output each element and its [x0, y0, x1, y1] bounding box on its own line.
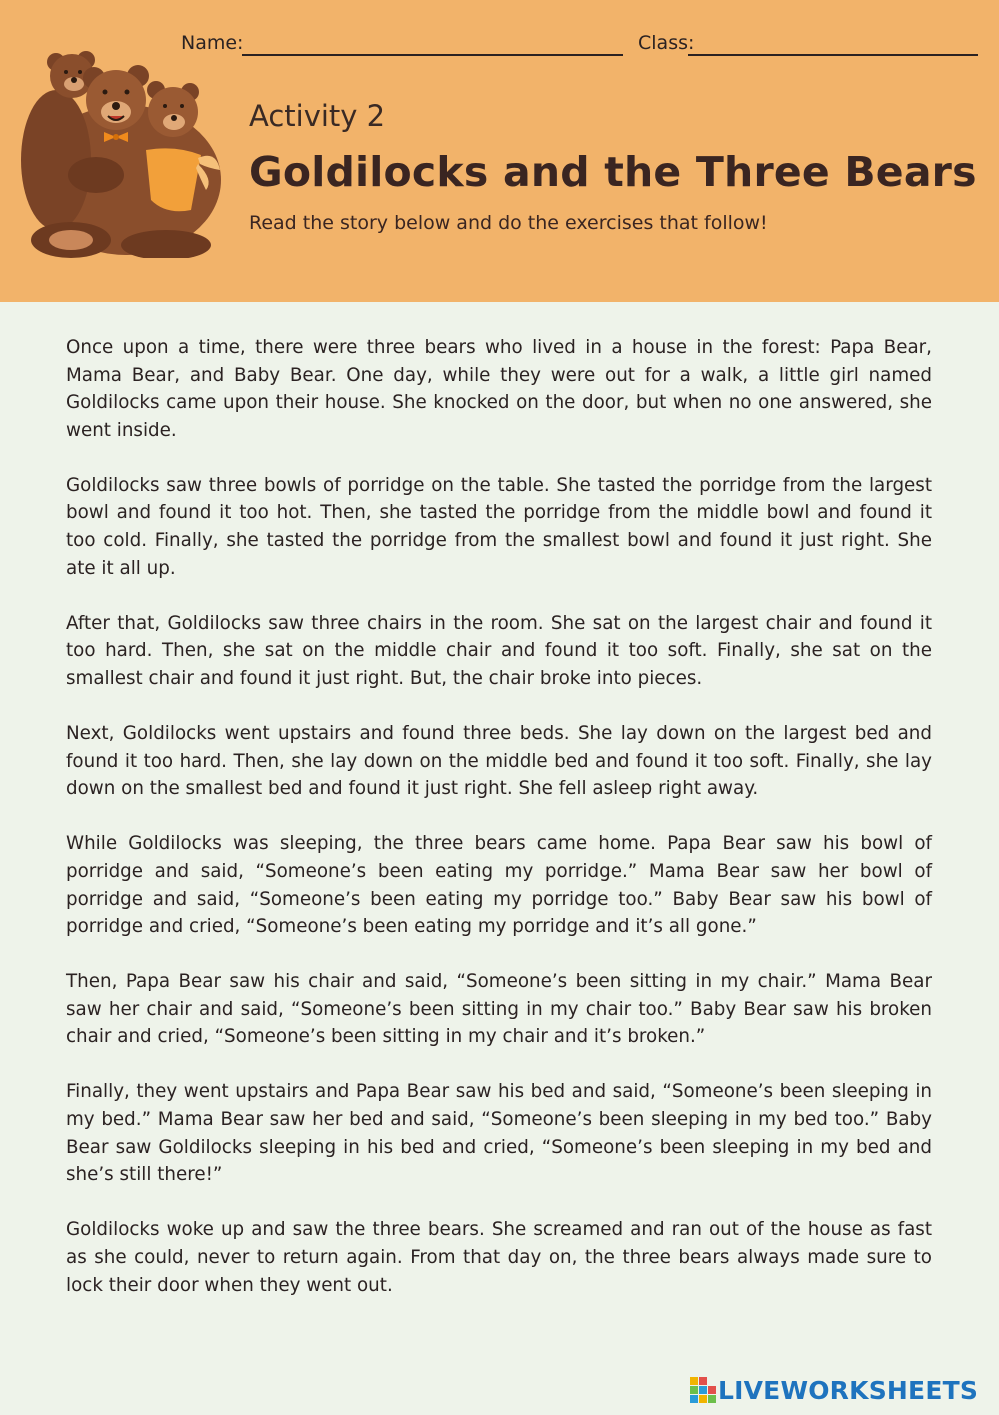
- story-paragraph: Goldilocks saw three bowls of porridge on the table. She tasted the porridge from the largest bowl and found it too hot. Then, she tasted the porridge from the middle bowl and found it too cold. Finally, she tasted the porridge from the smallest bowl and found it just right. She ate it all up.: [66, 474, 932, 579]
- brand-name: LIVEWORKSHEETS: [718, 1375, 979, 1405]
- header-banner: [0, 0, 999, 302]
- liveworksheets-logo-icon: [690, 1377, 716, 1403]
- story-paragraph: Finally, they went upstairs and Papa Bear saw his bed and said, “Someone’s been sleeping in my bed.” Mama Bear saw her bed and said, “Someone’s been sleeping in my bed too.” Baby Bear saw Goldilocks sleeping in his bed and cried, “Someone’s been sleeping in my bed and she’s still there!”: [66, 1081, 932, 1186]
- class-field[interactable]: [688, 54, 978, 56]
- page-title: Goldilocks and the Three Bears: [249, 148, 977, 196]
- liveworksheets-brand: [690, 1375, 978, 1405]
- activity-label: Activity 2: [249, 99, 386, 133]
- name-field[interactable]: [242, 54, 623, 56]
- three-bears-illustration: [16, 40, 248, 258]
- story-paragraph: After that, Goldilocks saw three chairs in the room. She sat on the largest chair and found it too hard. Then, she sat on the middle chair and found it too soft. Finally, she sat on the smallest chair and found it just right. But, the chair broke into pieces.: [66, 612, 932, 689]
- instructions-subtitle: Read the story below and do the exercises that follow!: [249, 212, 768, 234]
- story-paragraph: Once upon a time, there were three bears who lived in a house in the forest: Papa Bear, Mama Bear, and Baby Bear. One day, while they were out for a walk, a little girl named Goldilocks came upon their house. She knocked on the door, but when no one answered, she went inside.: [66, 337, 932, 441]
- class-label: Class:: [638, 32, 695, 54]
- story-text: [66, 334, 932, 1327]
- story-paragraph: While Goldilocks was sleeping, the three bears came home. Papa Bear saw his bowl of porridge and said, “Someone’s been eating my porridge.” Mama Bear saw her bowl of porridge and said, “Someone’s been eating my porridge too.” Baby Bear saw his bowl of porridge and cried, “Someone’s been eating my porridge and it’s all gone.”: [66, 833, 932, 938]
- name-label: Name:: [181, 32, 244, 54]
- story-paragraph: Then, Papa Bear saw his chair and said, “Someone’s been sitting in my chair.” Mama Bear saw her chair and said, “Someone’s been sitting in my chair too.” Baby Bear saw his broken chair and cried, “Someone’s been sitting in my chair and it’s broken.”: [66, 971, 932, 1048]
- story-paragraph: Next, Goldilocks went upstairs and found three beds. She lay down on the largest bed and found it too hard. Then, she lay down on the middle bed and found it too soft. Finally, she lay down on the smallest bed and found it just right. She fell asleep right away.: [66, 723, 932, 800]
- story-paragraph: Goldilocks woke up and saw the three bears. She screamed and ran out of the house as fast as she could, never to return again. From that day on, the three bears always made sure to lock their door when they went out.: [66, 1219, 932, 1296]
